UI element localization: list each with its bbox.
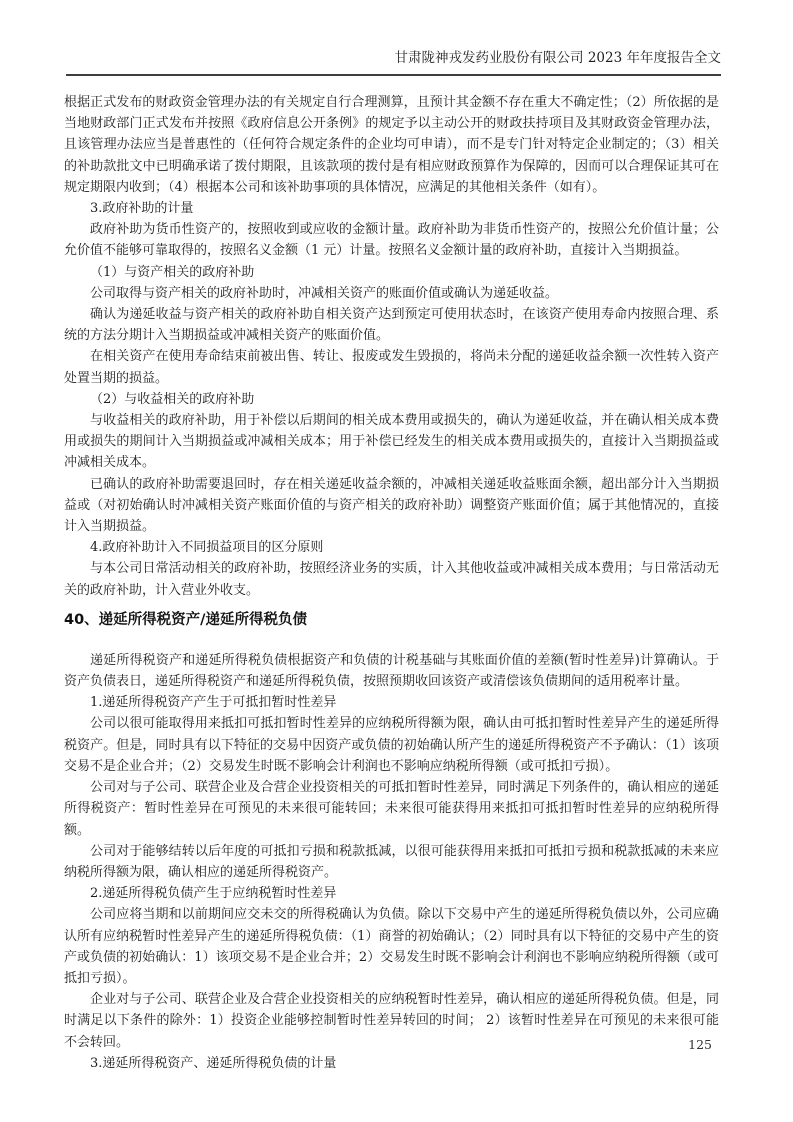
paragraph: 根据正式发布的财政资金管理办法的有关规定自行合理测算，且预计其金额不存在重大不确定性；（2）所依据的是当地财政部门正式发布并按照《政府信息公开条例》的规定予以主动公开的财政扶持项目及其财政资金管理办法，且该管理办法应当是普惠性的（任何符合规定条件的企业均可申请），而不是专门针对特定企业制定的；（3）相关的补助款批文中已明确承诺了拨付期限，且该款项的拨付是有相应财政预算作为保障的，因而可以合理保证其可在规定期限内收到；（4）根据本公司和该补助事项的具体情况，应满足的其他相关条件（如有）。: [64, 95, 719, 195]
paragraph: 与收益相关的政府补助，用于补偿以后期间的相关成本费用或损失的，确认为递延收益，并在确认相关成本费用或损失的期间计入当期损益或冲减相关成本；用于补偿已经发生的相关成本费用或损失的，直接计入当期损益或冲减相关成本。: [64, 413, 719, 471]
paragraph: 公司对与子公司、联营企业及合营企业投资相关的可抵扣暂时性差异，同时满足下列条件的，确认相应的递延所得税资产：暂时性差异在可预见的未来很可能转回；未来很可能获得用来抵扣可抵扣暂时性差异的应纳税所得额。: [64, 780, 719, 838]
paragraph: 4.政府补助计入不同损益项目的区分原则: [90, 540, 324, 556]
paragraph: 1.递延所得税资产产生于可抵扣暂时性差异: [90, 695, 337, 711]
section-40-heading: 40、递延所得税资产/递延所得税负债: [64, 611, 307, 628]
paragraph: 公司以很可能取得用来抵扣可抵扣暂时性差异的应纳税所得额为限，确认由可抵扣暂时性差异产生的递延所得税资产。但是，同时具有以下特征的交易中因资产或负债的初始确认所产生的递延所得税资产不予确认：（1）该项交易不是企业合并；（2）交易发生时既不影响会计利润也不影响应纳税所得额（或可抵扣亏损）。: [64, 716, 719, 774]
page-footer: [688, 1037, 712, 1052]
paragraph: 企业对与子公司、联营企业及合营企业投资相关的应纳税暂时性差异，确认相应的递延所得税负债。但是，同时满足以下条件的除外：1）投资企业能够控制暂时性差异转回的时间； 2）该暂时性差异在可预见的未来很可能不会转回。: [64, 992, 719, 1050]
page-header: [66, 50, 721, 76]
paragraph: 已确认的政府补助需要退回时，存在相关递延收益余额的，冲减相关递延收益账面余额，超出部分计入当期损益或（对初始确认时冲减相关资产账面价值的与资产相关的政府补助）调整资产账面价值；属于其他情况的，直接计入当期损益。: [64, 476, 719, 535]
paragraph: 递延所得税资产和递延所得税负债根据资产和负债的计税基础与其账面价值的差额(暂时性差异)计算确认。于资产负债表日，递延所得税资产和递延所得税负债，按照预期收回该资产或清偿该负债期间的适用税率计量。: [64, 652, 719, 690]
paragraph: 3.政府补助的计量: [90, 201, 194, 217]
paragraph: （1）与资产相关的政府补助: [90, 264, 255, 280]
paragraph: 在相关资产在使用寿命结束前被出售、转让、报废或发生毁损的，将尚未分配的递延收益余额一次性转入资产处置当期的损益。: [64, 349, 719, 386]
paragraph: 3.递延所得税资产、递延所得税负债的计量: [90, 1055, 337, 1071]
section-continuation: [64, 92, 719, 601]
paragraph: 政府补助为货币性资产的，按照收到或应收的金额计量。政府补助为非货币性资产的，按照公允价值计量；公允价值不能够可靠取得的，按照名义金额（1 元）计量。按照名义金额计量的政府补助，直接计入当期损益。: [64, 222, 719, 259]
document-body: [64, 92, 719, 1074]
page-number: 125: [688, 1037, 712, 1052]
paragraph: （2）与收益相关的政府补助: [90, 391, 255, 407]
paragraph: 与本公司日常活动相关的政府补助，按照经济业务的实质，计入其他收益或冲减相关成本费用；与日常活动无关的政府补助，计入营业外收支。: [64, 561, 719, 598]
paragraph: 确认为递延收益与资产相关的政府补助自相关资产达到预定可使用状态时，在该资产使用寿命内按照合理、系统的方法分期计入当期损益或冲减相关资产的账面价值。: [64, 307, 719, 344]
header-title: 甘肃陇神戎发药业股份有限公司 2023 年年度报告全文: [394, 50, 721, 66]
paragraph: 公司取得与资产相关的政府补助时，冲减相关资产的账面价值或确认为递延收益。: [90, 285, 559, 301]
paragraph: 公司应将当期和以前期间应交未交的所得税确认为负债。除以下交易中产生的递延所得税负债以外，公司应确认所有应纳税暂时性差异产生的递延所得税负债：（1）商誉的初始确认；（2）同时具有以下特征的交易中产生的资产或负债的初始确认：1）该项交易不是企业合并；2）交易发生时既不影响会计利润也不影响应纳税所得额（或可抵扣亏损）。: [64, 907, 719, 986]
paragraph: 2.递延所得税负债产生于应纳税暂时性差异: [90, 886, 337, 902]
section-40-body: [64, 650, 719, 1074]
paragraph: 公司对于能够结转以后年度的可抵扣亏损和税款抵减，以很可能获得用来抵扣可抵扣亏损和税款抵减的未来应纳税所得额为限，确认相应的递延所得税资产。: [64, 843, 719, 880]
